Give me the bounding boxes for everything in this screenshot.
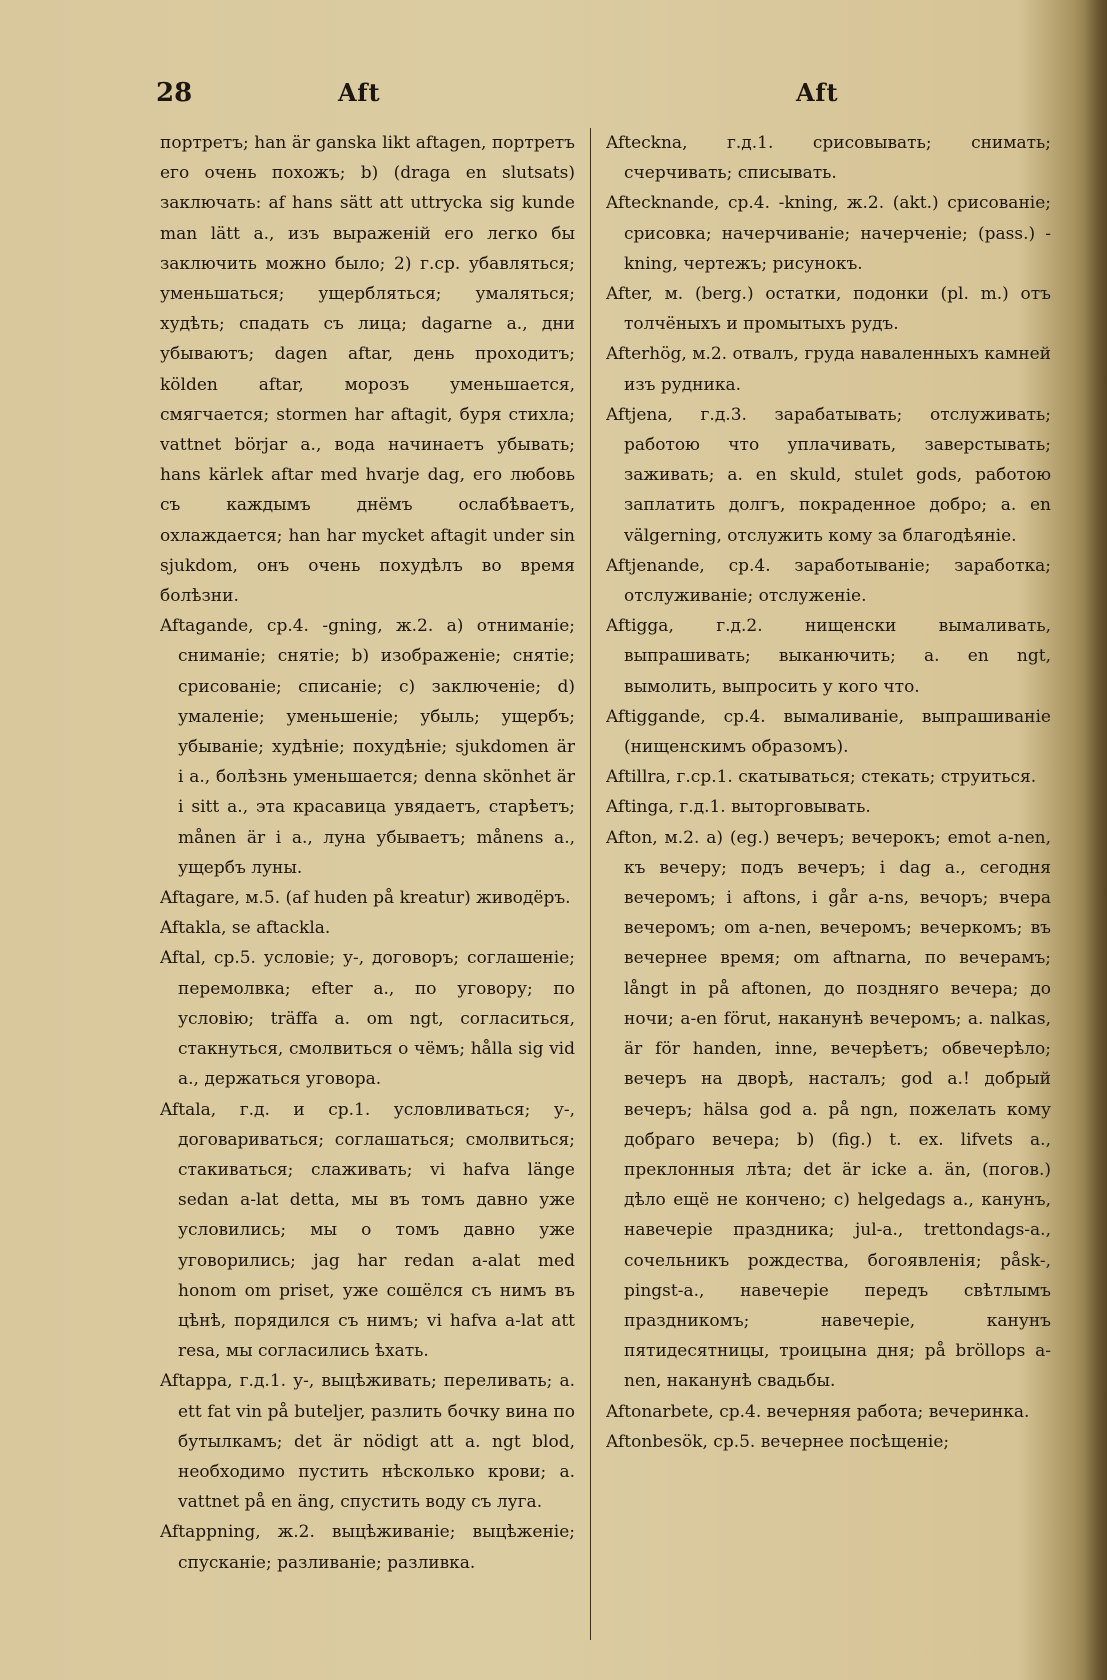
right-column bbox=[606, 128, 1051, 1640]
running-head-right: Aft bbox=[796, 78, 839, 107]
dictionary-entry: Aftagare, м.5. (af huden på kreatur) живодёръ. bbox=[160, 888, 571, 909]
dictionary-entry: Aftjenande, ср.4. заработываніе; заработка; отслуживаніе; отслуженіе. bbox=[606, 555, 1051, 607]
dictionary-entry: Aftinga, г.д.1. выторговывать. bbox=[606, 797, 871, 818]
dictionary-entry: Aftonarbete, ср.4. вечерняя работа; вечеринка. bbox=[606, 1401, 1030, 1422]
dictionary-entry: Aftillra, г.ср.1. скатываться; стекать; струиться. bbox=[606, 767, 1037, 788]
column-divider bbox=[590, 128, 591, 1640]
dictionary-entry: Afteckna, г.д.1. срисовывать; снимать; счерчивать; списывать. bbox=[606, 133, 1051, 184]
left-column bbox=[160, 128, 575, 1640]
page-number: 28 bbox=[156, 78, 193, 108]
dictionary-entry: Afterhög, м.2. отвалъ, груда наваленныхъ камней изъ рудника. bbox=[606, 344, 1051, 395]
running-head-left: Aft bbox=[338, 78, 381, 107]
dictionary-entry: Aftala, г.д. и ср.1. условливаться; у-, договариваться; соглашаться; смолвиться; стакиваться; слаживать; vi hafva länge sedan a-lat detta, мы въ томъ давно уже условились; мы о томъ давно уже уговорились; jag har redan a-alat med honom om priset, уже сошёлся съ нимъ въ цѣнѣ, порядился съ нимъ; vi hafva a-lat att resa, мы согласились ѣхать. bbox=[160, 1099, 575, 1362]
dictionary-entry: Aftjena, г.д.3. зарабатывать; отслуживать; работою что уплачивать, заверстывать; заживать; a. en skuld, stulet gods, работою заплатить долгъ, покраденное добро; a. en välgerning, отслужить кому за благодѣяніе. bbox=[606, 404, 1051, 546]
dictionary-entry: Aftakla, se aftackla. bbox=[160, 918, 331, 939]
dictionary-entry: Afton, м.2. а) (eg.) вечеръ; вечерокъ; emot a-nen, къ вечеру; подъ вечеръ; i dag a., сегодня вечеромъ; i aftons, i går a-ns, вечоръ; вчера вечеромъ; om a-nen, вечеромъ; вечеркомъ; въ вечернее время; om aftnarna, по вечерамъ; långt in på aftonen, до поздняго вечера; до ночи; a-en förut, наканунѣ вечеромъ; a. nalkas, är för handen, inne, вечерѣетъ; обвечерѣло; вечеръ на дворѣ, насталъ; god a.! добрый вечеръ; hälsa god a. på ngn, пожелать кому добраго вечера; b) (fig.) t. ex. lifvets a., преклонныя лѣта; det är icke a. än, (погов.) дѣло ещё не кончено; с) helgedags a., канунъ, навечеріе праздника; jul-a., trettondags-a., сочельникъ рождества, богоявленія; påsk-, pingst-a., навечеріе передъ свѣтлымъ праздникомъ; навечеріе, канунъ пятидесятницы, троицына дня; på bröllops a-nen, наканунѣ свадьбы. bbox=[606, 827, 1051, 1392]
dictionary-entry: Aftappning, ж.2. выцѣживаніе; выцѣженіе; спусканіе; разливаніе; разливка. bbox=[160, 1522, 575, 1573]
dictionary-entry: Aftonbesök, ср.5. вечернее посѣщеніе; bbox=[606, 1431, 950, 1452]
dictionary-entry: Aftigga, г.д.2. нищенски вымаливать, выпрашивать; выканючить; a. en ngt, вымолить, выпросить у кого что. bbox=[606, 616, 1051, 697]
entry-continuation: портретъ; han är ganska likt aftagen, портретъ его очень похожъ; b) (draga en slutsats) заключать: af hans sätt att uttrycka sig kunde man lätt a., изъ выраженій его легко бы заключить можно было; 2) г.ср. убавляться; уменьшаться; ущербляться; умаляться; худѣть; спадать съ лица; dagarne a., дни убываютъ; dagen aftar, день проходитъ; kölden aftar, морозъ уменьшается, смягчается; stormen har aftagit, буря стихла; vattnet börjar a., вода начинаетъ убывать; hans kärlek aftar med hvarje dag, его любовь съ каждымъ днёмъ ослабѣваетъ, охлаждается; han har mycket aftagit under sin sjukdom, онъ очень похудѣлъ во время болѣзни. bbox=[160, 133, 575, 607]
dictionary-entry: After, м. (berg.) остатки, подонки (pl. m.) отъ толчёныхъ и промытыхъ рудъ. bbox=[606, 284, 1051, 335]
page-header bbox=[150, 78, 1047, 118]
dictionary-entry: Aftappa, г.д.1. у-, выцѣживать; переливать; a. ett fat vin på buteljer, разлить бочку вина по бутылкамъ; det är nödigt att a. ngt blod, необходимо пустить нѣсколько крови; a. vattnet på en äng, спустить воду съ луга. bbox=[160, 1371, 575, 1513]
page-edge-shadow bbox=[1085, 0, 1107, 1680]
dictionary-entry: Aftagande, ср.4. -gning, ж.2. а) отниманіе; сниманіе; снятіе; b) изображеніе; снятіе; срисованіе; списаніе; с) заключеніе; d) умаленіе; уменьшеніе; убыль; ущербъ; убываніе; худѣніе; похудѣніе; sjukdomen är i a., болѣзнь уменьшается; denna skönhet är i sitt a., эта красавица увядаетъ, старѣетъ; månen är i a., луна убываетъ; månens a., ущербъ луны. bbox=[160, 616, 575, 878]
dictionary-entry: Aftal, ср.5. условіе; у-, договоръ; соглашеніе; перемолвка; efter a., по уговору; по условію; träffa a. om ngt, согласиться, стакнуться, смолвиться о чёмъ; hålla sig vid a., держаться уговора. bbox=[160, 948, 575, 1090]
dictionary-entry: Aftiggande, ср.4. вымаливаніе, выпрашиваніе (нищенскимъ образомъ). bbox=[606, 706, 1051, 758]
dictionary-entry: Aftecknande, ср.4. -kning, ж.2. (akt.) срисованіе; срисовка; начерчиваніе; начерченіе; (pass.) -kning, чертежъ; рисунокъ. bbox=[606, 193, 1051, 274]
